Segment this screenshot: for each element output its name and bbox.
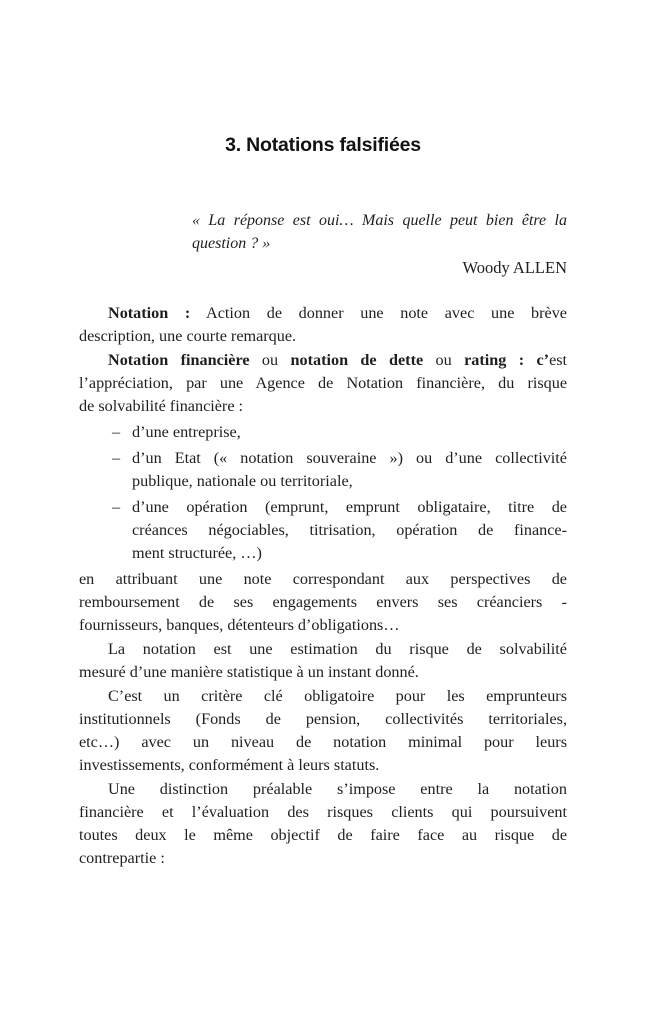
text-line [132,496,567,519]
chapter-title: 3. Notations falsifiées [225,134,421,156]
text-line [79,754,567,777]
text-run: ou [423,351,465,369]
text-run: description, une courte remarque. [79,327,297,345]
text-run: La notation est une estimation du risque de solvabilité [108,640,567,658]
text-run: est [549,351,568,369]
text-run: ment structurée, …) [132,544,262,562]
text-line [79,349,567,372]
text-line [79,325,567,348]
text-run: d’une opération (emprunt, emprunt obligataire, titre de [132,498,567,516]
paragraph [79,568,567,637]
text-run: Action de donner une note avec une brève [190,304,567,322]
text-line [79,708,567,731]
text-line [79,591,567,614]
text-run: fournisseurs, banques, détenteurs d’obligations… [79,616,400,634]
text-line [79,302,567,325]
text-run: de solvabilité financière : [79,397,244,415]
text-run: créances négociables, titrisation, opération de finance- [132,521,567,539]
text-run: mesuré d’une manière statistique à un instant donné. [79,663,419,681]
body-text [79,302,567,871]
text-line [79,847,567,870]
list-item [79,496,567,565]
paragraph [79,638,567,684]
text-run: Une distinction préalable s’impose entre la notation [108,780,567,798]
text-line [132,421,567,444]
bold-text-run: notation de dette [290,351,424,369]
dash-bullet: – [112,498,121,516]
text-run: ou [249,351,291,369]
text-run: en attribuant une note correspondant aux perspectives de [79,570,567,588]
list-item [79,447,567,493]
text-line [192,232,567,255]
bold-text-run: rating : c’ [464,351,550,369]
text-run: toutes deux le même objectif de faire face au risque de [79,826,567,844]
list-item [79,421,567,444]
text-line [132,470,567,493]
dash-bullet: – [112,449,121,467]
text-run: « La réponse est oui… Mais quelle peut bien être la [192,212,567,229]
bold-text-run: Notation financière [108,351,250,369]
text-line [192,209,567,232]
text-run: d’une entreprise, [132,423,241,441]
quote-attribution: Woody ALLEN [462,258,567,277]
bold-text-run: Notation : [108,304,191,322]
page-content [79,0,567,1036]
text-run: institutionnels (Fonds de pension, collectivités territoriales, [79,710,567,728]
text-line [79,685,567,708]
text-line [79,614,567,637]
paragraph [79,302,567,348]
text-run: contrepartie : [79,849,165,867]
text-line [79,824,567,847]
text-run: publique, nationale ou territoriale, [132,472,353,490]
text-run: remboursement de ses engagements envers ses créanciers - [79,593,567,611]
dash-bullet: – [112,423,121,441]
text-line [79,778,567,801]
text-run: investissements, conformément à leurs statuts. [79,756,380,774]
text-run: C’est un critère clé obligatoire pour les emprunteurs [108,687,567,705]
paragraph [79,778,567,870]
paragraph [79,685,567,777]
text-line [79,731,567,754]
paragraph [79,349,567,418]
text-line [132,447,567,470]
text-line [79,395,567,418]
text-line [132,519,567,542]
text-line [79,801,567,824]
text-run: financière et l’évaluation des risques clients qui poursuivent [79,803,567,821]
text-line [79,568,567,591]
epigraph-quote [79,209,567,279]
text-line [79,638,567,661]
text-line [79,661,567,684]
text-run: question ? » [192,235,271,252]
text-line [79,372,567,395]
text-run: l’appréciation, par une Agence de Notation financière, du risque [79,374,567,392]
text-run: etc…) avec un niveau de notation minimal pour leurs [79,733,567,751]
quote-text [192,209,567,255]
text-run: d’un Etat (« notation souveraine ») ou d’une collectivité [132,449,567,467]
text-line [132,542,567,565]
